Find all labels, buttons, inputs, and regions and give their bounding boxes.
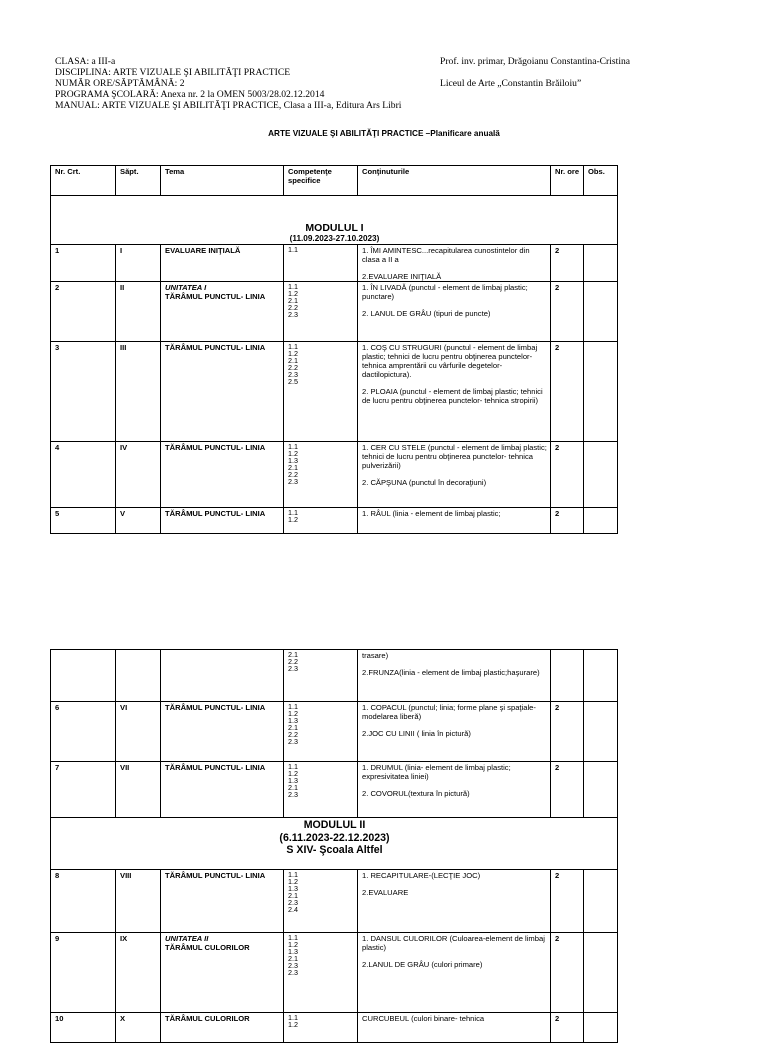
row-number: 5 (55, 509, 60, 518)
competence-code: 1.1 (288, 342, 298, 351)
competence-code: 1.2 (288, 1020, 298, 1029)
table-row (51, 870, 618, 933)
week-cell (116, 1013, 161, 1043)
content-cell (358, 650, 551, 702)
hours-value: 2 (555, 509, 560, 518)
competence-code: 2.1 (288, 954, 298, 963)
competence-code: 2.3 (288, 968, 298, 977)
hours-value: 2 (555, 1014, 560, 1023)
obs-cell (584, 702, 618, 762)
competence-cell (284, 702, 358, 762)
competence-cell (284, 508, 358, 534)
competence-code: 2.1 (288, 783, 298, 792)
theme-cell (161, 282, 284, 342)
week-cell (116, 508, 161, 534)
content-item: 2.EVALUARE (362, 888, 409, 897)
competence-code: 1.1 (288, 762, 298, 771)
planning-table-page2 (50, 649, 618, 1043)
competence-code: 2.1 (288, 463, 298, 472)
row-number-cell (51, 1013, 116, 1043)
theme-cell (161, 1013, 284, 1043)
document-header-right (440, 56, 630, 89)
content-cell (358, 1013, 551, 1043)
planning-table-page1 (50, 165, 618, 534)
row-number-cell (51, 870, 116, 933)
row-number-cell (51, 702, 116, 762)
competence-code: 1.2 (288, 877, 298, 886)
week-number: X (120, 1014, 126, 1023)
content-item: 1. DANSUL CULORILOR (Culoarea-element de limbaj plastic) (362, 934, 545, 952)
row-number-cell (51, 933, 116, 1013)
competence-code: 2.3 (288, 664, 298, 673)
competence-code: 2.3 (288, 370, 298, 379)
competence-code: 1.2 (288, 349, 298, 358)
week-number: I (120, 246, 123, 255)
competence-cell (284, 870, 358, 933)
table-row (51, 282, 618, 342)
module-row (51, 196, 618, 245)
content-item: 2. CĂPŞUNA (punctul în decoraţiuni) (362, 478, 487, 487)
theme-cell (161, 245, 284, 282)
competence-code: 1.2 (288, 940, 298, 949)
week-cell (116, 245, 161, 282)
content-item: 2. COVORUL(textura în pictură) (362, 789, 470, 798)
week-number: III (120, 343, 127, 352)
competence-cell (284, 245, 358, 282)
module-dates: (11.09.2023-27.10.2023) (289, 234, 380, 243)
module-title: MODULUL II (303, 819, 366, 831)
content-item: 2.JOC CU LINII ( linia în pictură) (362, 729, 471, 738)
hours-cell (551, 442, 584, 508)
row-number-cell (51, 282, 116, 342)
theme-title: EVALUARE INIŢIALĂ (165, 246, 241, 255)
header-school: Liceul de Arte „Constantin Brăiloiu” (440, 78, 582, 89)
theme-title: TĂRÂMUL CULORILOR (165, 943, 250, 952)
competence-code: 1.1 (288, 245, 298, 254)
obs-cell (584, 245, 618, 282)
row-number: 6 (55, 703, 60, 712)
theme-title: TĂRÂMUL CULORILOR (165, 1014, 250, 1023)
competence-code: 1.3 (288, 947, 298, 956)
content-item: 2.EVALUARE INIŢIALĂ (362, 272, 442, 281)
week-cell (116, 933, 161, 1013)
theme-title: TĂRÂMUL PUNCTUL- LINIA (165, 871, 266, 880)
competence-code: 1.2 (288, 289, 298, 298)
hours-cell (551, 702, 584, 762)
table-row (51, 442, 618, 508)
row-number: 8 (55, 871, 60, 880)
competence-code: 2.2 (288, 657, 298, 666)
col-header-hours: Nr. ore (551, 166, 584, 196)
content-item: 1. ÎMI AMINTESC...recapitularea cunostintelor din clasa a II a (362, 246, 530, 264)
row-number: 9 (55, 934, 60, 943)
content-cell (358, 442, 551, 508)
module-title: MODULUL I (305, 222, 364, 234)
competence-code: 2.2 (288, 303, 298, 312)
col-header-theme: Tema (161, 166, 284, 196)
hours-value: 2 (555, 934, 560, 943)
hours-cell (551, 1013, 584, 1043)
hours-cell (551, 245, 584, 282)
theme-title: TĂRÂMUL PUNCTUL- LINIA (165, 292, 266, 301)
competence-code: 2.1 (288, 356, 298, 365)
competence-cell (284, 442, 358, 508)
col-header-nr: Nr. Crt. (51, 166, 116, 196)
theme-cell (161, 702, 284, 762)
table-row (51, 1013, 618, 1043)
competence-code: 1.3 (288, 716, 298, 725)
theme-cell (161, 933, 284, 1013)
competence-cell (284, 282, 358, 342)
table-row (51, 342, 618, 442)
hours-value: 2 (555, 763, 560, 772)
content-cell (358, 508, 551, 534)
week-cell (116, 442, 161, 508)
row-number: 2 (55, 283, 60, 292)
competence-code: 1.1 (288, 508, 298, 517)
unit-title: UNITATEA II (165, 934, 209, 943)
header-discipline: DISCIPLINA: ARTE VIZUALE ŞI ABILITĂŢI PRACTICE (55, 67, 291, 78)
competence-code: 1.3 (288, 884, 298, 893)
content-item: 1. ÎN LIVADĂ (punctul - element de limbaj plastic; punctare) (362, 283, 528, 301)
competence-code: 1.3 (288, 456, 298, 465)
competence-code: 2.3 (288, 477, 298, 486)
row-number-cell (51, 342, 116, 442)
theme-cell (161, 442, 284, 508)
col-header-obs: Obs. (584, 166, 618, 196)
hours-value: 2 (555, 343, 560, 352)
header-manual: MANUAL: ARTE VIZUALE ŞI ABILITĂŢI PRACTICE, Clasa a III-a, Editura Ars Libri (55, 100, 402, 111)
competence-code: 1.2 (288, 515, 298, 524)
col-header-contents: Conţinuturile (358, 166, 551, 196)
header-teacher: Prof. inv. primar, Drăgoianu Constantina-Cristina (440, 56, 631, 67)
hours-cell (551, 342, 584, 442)
competence-code: 1.1 (288, 870, 298, 879)
week-cell (116, 282, 161, 342)
table-row-continuation (51, 650, 618, 702)
competence-code: 2.1 (288, 296, 298, 305)
content-cell (358, 933, 551, 1013)
row-number-cell (51, 508, 116, 534)
document-header-left (55, 56, 401, 111)
header-curriculum: PROGRAMA ŞCOLARĂ: Anexa nr. 2 la OMEN 5003/28.02.12.2014 (55, 89, 325, 100)
competence-code: 2.2 (288, 363, 298, 372)
week-cell (116, 870, 161, 933)
theme-cell (161, 762, 284, 818)
competence-code: 2.3 (288, 898, 298, 907)
row-number: 1 (55, 246, 60, 255)
obs-cell (584, 933, 618, 1013)
content-cell (358, 762, 551, 818)
theme-title: TĂRÂMUL PUNCTUL- LINIA (165, 443, 266, 452)
col-header-week: Săpt. (116, 166, 161, 196)
content-item: 2.LANUL DE GRÂU (culori primare) (362, 960, 483, 969)
competence-code: 1.2 (288, 769, 298, 778)
hours-cell (551, 508, 584, 534)
table-row (51, 245, 618, 282)
competence-code: 1.2 (288, 709, 298, 718)
content-item: 1. RÂUL (linia - element de limbaj plastic; (362, 509, 501, 518)
week-cell (116, 702, 161, 762)
competence-cell (284, 650, 358, 702)
content-item: 2.FRUNZA(linia - element de limbaj plastic;haşurare) (362, 668, 540, 677)
content-cell (358, 870, 551, 933)
table-row (51, 508, 618, 534)
competence-code: 1.1 (288, 933, 298, 942)
content-cell (358, 342, 551, 442)
competence-cell (284, 1013, 358, 1043)
week-number: IX (120, 934, 128, 943)
content-item: 1. COŞ CU STRUGURI (punctul - element de limbaj plastic; tehnici de lucru pentru obţinerea punctelor-tehnica amprentării cu vârfurile degetelor-dactilopictura). (362, 343, 538, 379)
competence-code: 1.1 (288, 282, 298, 291)
table-row (51, 702, 618, 762)
row-number: 7 (55, 763, 60, 772)
header-class: CLASA: a III-a (55, 56, 116, 67)
competence-code: 2.3 (288, 961, 298, 970)
week-number: IV (120, 443, 128, 452)
theme-title: TĂRÂMUL PUNCTUL- LINIA (165, 703, 266, 712)
unit-title: UNITATEA I (165, 283, 207, 292)
week-cell (116, 762, 161, 818)
hours-cell (551, 933, 584, 1013)
hours-cell (551, 282, 584, 342)
hours-value: 2 (555, 246, 560, 255)
obs-cell (584, 282, 618, 342)
competence-code: 2.3 (288, 737, 298, 746)
competence-code: 2.3 (288, 310, 298, 319)
competence-code: 1.3 (288, 776, 298, 785)
content-item: 1. CER CU STELE (punctul - element de limbaj plastic; tehnici de lucru pentru obţinerea punctelor- tehnica pulverizării) (362, 443, 547, 470)
competence-code: 1.1 (288, 702, 298, 711)
table-row (51, 933, 618, 1013)
content-item: 1. COPACUL (punctul; linia; forme plane şi spaţiale- modelarea liberă) (362, 703, 536, 721)
theme-title: TĂRÂMUL PUNCTUL- LINIA (165, 343, 266, 352)
competence-code: 2.5 (288, 377, 298, 386)
obs-cell (584, 870, 618, 933)
competence-code: 2.1 (288, 891, 298, 900)
module-dates: (6.11.2023-22.12.2023) (279, 831, 390, 844)
hours-cell (551, 870, 584, 933)
competence-code: 1.2 (288, 449, 298, 458)
module-row (51, 818, 618, 870)
competence-code: 2.3 (288, 790, 298, 799)
theme-cell (161, 342, 284, 442)
theme-title: TĂRÂMUL PUNCTUL- LINIA (165, 763, 266, 772)
table-row (51, 762, 618, 818)
content-cell (358, 702, 551, 762)
hours-value: 2 (555, 871, 560, 880)
content-item: CURCUBEUL (culori binare- tehnica (362, 1014, 485, 1023)
row-number: 10 (55, 1014, 64, 1023)
week-number: VII (120, 763, 130, 772)
table-header-row (51, 166, 618, 196)
hours-cell (551, 762, 584, 818)
hours-value: 2 (555, 283, 560, 292)
week-number: VIII (120, 871, 132, 880)
hours-value: 2 (555, 443, 560, 452)
competence-cell (284, 933, 358, 1013)
content-cell (358, 282, 551, 342)
competence-code: 1.1 (288, 1013, 298, 1022)
obs-cell (584, 1013, 618, 1043)
row-number-cell (51, 762, 116, 818)
theme-cell (161, 508, 284, 534)
obs-cell (584, 442, 618, 508)
row-number-cell (51, 442, 116, 508)
document-title: ARTE VIZUALE ŞI ABILITĂŢI PRACTICE –Planificare anuală (268, 129, 500, 138)
obs-cell (584, 342, 618, 442)
week-number: VI (120, 703, 128, 712)
week-cell (116, 342, 161, 442)
competence-cell (284, 342, 358, 442)
col-header-competences: Competenţe specifice (284, 166, 358, 196)
competence-code: 2.2 (288, 730, 298, 739)
week-number: II (120, 283, 125, 292)
competence-code: 2.1 (288, 650, 298, 659)
obs-cell (584, 508, 618, 534)
content-item: trasare) (362, 651, 389, 660)
competence-cell (284, 762, 358, 818)
content-item: 1. RECAPITULARE-(LECŢIE JOC) (362, 871, 481, 880)
row-number-cell (51, 245, 116, 282)
module-note: S XIV- Şcoala Altfel (286, 844, 383, 856)
content-item: 2. LANUL DE GRÂU (tipuri de puncte) (362, 309, 491, 318)
competence-code: 2.4 (288, 905, 298, 914)
competence-code: 2.2 (288, 470, 298, 479)
content-cell (358, 245, 551, 282)
theme-cell (161, 870, 284, 933)
competence-code: 1.1 (288, 442, 298, 451)
row-number: 4 (55, 443, 60, 452)
obs-cell (584, 762, 618, 818)
week-number: V (120, 509, 126, 518)
hours-value: 2 (555, 703, 560, 712)
theme-title: TĂRÂMUL PUNCTUL- LINIA (165, 509, 266, 518)
header-hours: NUMĂR ORE/SĂPTĂMÂNĂ: 2 (55, 78, 185, 89)
row-number: 3 (55, 343, 60, 352)
content-item: 2. PLOAIA (punctul - element de limbaj plastic; tehnici de lucru pentru obţinerea punctelor- tehnica stropirii) (362, 387, 543, 405)
content-item: 1. DRUMUL (linia- element de limbaj plastic; expresivitatea liniei) (362, 763, 511, 781)
competence-code: 2.1 (288, 723, 298, 732)
